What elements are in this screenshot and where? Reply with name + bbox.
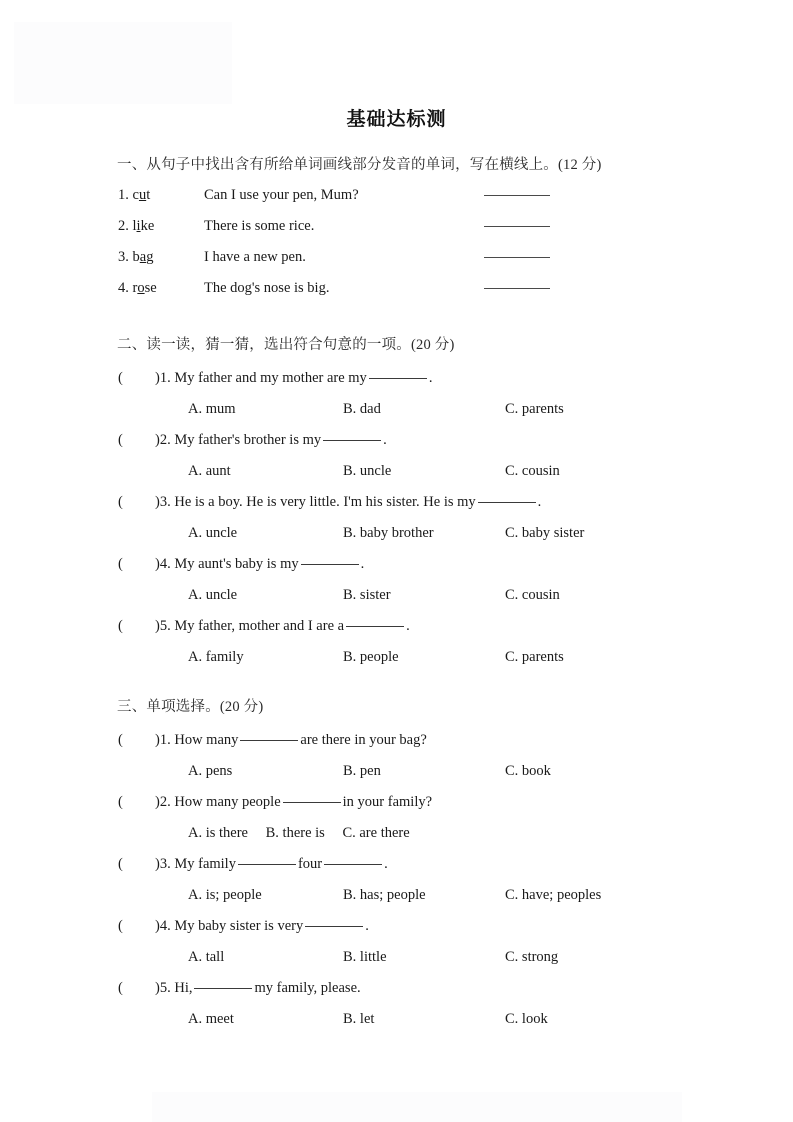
mc-number: )4. [155,918,171,934]
word-underlined-letter: i [136,218,141,234]
inline-blank[interactable] [305,926,363,927]
answer-bracket[interactable]: ( [118,856,123,872]
mc-number: )3. [155,494,171,510]
mc-text-after: my family, please. [254,980,361,996]
word-sentence: There is some rice. [204,218,315,234]
mc-text-mid: four [297,856,323,872]
mc-item [118,363,719,425]
mc-number: )2. [155,432,171,448]
answer-bracket[interactable]: ( [118,556,123,572]
mc-question [118,363,719,394]
answer-bracket[interactable]: ( [118,980,123,996]
mc-question [118,611,719,642]
inline-blank[interactable] [240,740,298,741]
option-a[interactable]: A. aunt [188,463,231,479]
section-three [118,695,719,1035]
mc-options [118,642,719,673]
mc-question [118,787,719,818]
section-one-heading: 一、从句子中找出含有所给单词画线部分发音的单词，写在横线上。(12 分) [117,157,602,173]
mc-question [118,911,719,942]
mc-item [118,849,719,911]
answer-blank[interactable] [484,226,550,227]
mc-question [118,425,719,456]
inline-blank[interactable] [323,440,381,441]
mc-number: )4. [155,556,171,572]
mc-options [118,756,719,787]
inline-blank-second[interactable] [324,864,382,865]
mc-options [118,942,719,973]
answer-bracket[interactable]: ( [118,918,123,934]
option-a[interactable]: A. mum [188,401,236,417]
mc-question [118,973,719,1004]
mc-text-before: How many people [174,794,281,810]
option-c[interactable]: C. baby sister [505,525,585,541]
mc-text-after: . [406,618,410,634]
word-term [118,280,204,297]
option-a[interactable]: A. uncle [188,587,238,603]
word-term [118,249,204,266]
word-index: 1. [118,187,129,203]
answer-bracket[interactable]: ( [118,494,123,510]
word-row [118,187,719,218]
section-two-questions [118,363,719,673]
word-sentence: The dog's nose is big. [204,280,330,296]
word-pre: r [132,280,138,296]
word-underlined-letter: a [139,249,147,265]
option-a[interactable]: A. is; people [188,887,262,903]
option-a[interactable]: A. tall [188,949,225,965]
word-pre: l [132,218,137,234]
mc-text-before: My baby sister is very [174,918,304,934]
word-pre: b [132,249,140,265]
option-c[interactable]: C. parents [505,649,564,665]
option-c[interactable]: C. book [505,763,551,779]
word-post: t [146,187,151,203]
mc-options [118,880,719,911]
mc-item [118,787,719,849]
option-b[interactable]: B. little [343,949,387,965]
option-b[interactable]: B. uncle [343,463,392,479]
word-row [118,249,719,280]
option-c[interactable]: C. cousin [505,587,560,603]
option-a[interactable]: A. uncle [188,525,238,541]
inline-blank[interactable] [301,564,359,565]
mc-number: )2. [155,794,171,810]
option-c[interactable]: C. look [505,1011,548,1027]
mc-options [118,1004,719,1035]
answer-bracket[interactable]: ( [118,432,123,448]
word-index: 2. [118,218,129,234]
option-a[interactable]: A. family [188,649,244,665]
option-b[interactable]: B. let [343,1011,375,1027]
word-index: 4. [118,280,129,296]
mc-text-after: . [537,494,542,510]
option-b[interactable]: B. there is [265,825,325,841]
mc-item [118,549,719,611]
section-three-questions [118,725,719,1035]
option-c[interactable]: C. cousin [505,463,560,479]
mc-number: )1. [155,370,171,386]
mc-item [118,911,719,973]
option-c[interactable]: C. strong [505,949,559,965]
word-row [118,280,719,311]
inline-blank[interactable] [238,864,296,865]
answer-blank[interactable] [484,288,550,289]
mc-text-before: My father's brother is my [174,432,322,448]
word-index: 3. [118,249,129,265]
answer-bracket[interactable]: ( [118,618,123,634]
watermark-bottom [152,1092,682,1122]
answer-bracket[interactable]: ( [118,794,123,810]
mc-text-before: My family [174,856,236,872]
inline-blank[interactable] [369,378,427,379]
page-title: 基础达标测 [346,109,447,130]
option-b[interactable]: B. has; people [343,887,426,903]
word-post: g [146,249,154,265]
mc-text-before: How many [174,732,239,748]
answer-bracket[interactable]: ( [118,732,123,748]
mc-item [118,725,719,787]
mc-text-before: Hi, [174,980,193,996]
option-b[interactable]: B. people [343,649,399,665]
option-a[interactable]: A. pens [188,763,233,779]
option-a[interactable]: A. meet [188,1011,234,1027]
section-three-heading: 三、单项选择。(20 分) [117,699,264,715]
mc-text-before: My father, mother and I are a [174,618,345,634]
mc-text-before: My father and my mother are my [174,370,367,386]
word-row [118,218,719,249]
answer-blank[interactable] [484,195,550,196]
word-underlined-letter: o [137,280,145,296]
inline-blank[interactable] [346,626,404,627]
mc-question [118,725,719,756]
mc-question [118,849,719,880]
mc-options [118,456,719,487]
inline-blank[interactable] [194,988,252,989]
mc-text-before: My aunt's baby is my [174,556,299,572]
mc-text-after: . [365,918,369,934]
mc-question [118,487,719,518]
word-sentence: Can I use your pen, Mum? [204,187,359,203]
mc-options [118,518,719,549]
mc-text-after: are there in your bag? [300,732,427,748]
option-b[interactable]: B. pen [343,763,381,779]
word-term [118,187,204,204]
mc-text-after: . [428,370,433,386]
word-pre: c [132,187,139,203]
word-post: se [144,280,157,296]
section-one [118,153,719,311]
mc-number: )5. [155,980,171,996]
inline-blank[interactable] [283,802,341,803]
section-two [118,333,719,673]
mc-text-before: He is a boy. He is very little. I'm his sister. He is my [174,494,476,510]
word-term [118,218,204,235]
section-two-heading: 二、读一读，猜一猜，选出符合句意的一项。(20 分) [117,337,455,353]
inline-blank[interactable] [478,502,536,503]
option-c[interactable]: C. have; peoples [505,887,602,903]
mc-number: )1. [155,732,171,748]
mc-options [118,818,719,849]
mc-text-after: . [360,556,365,572]
option-b[interactable]: B. sister [343,587,391,603]
mc-text-after: in your family? [342,794,433,810]
mc-item [118,973,719,1035]
mc-question [118,549,719,580]
option-c[interactable]: C. parents [505,401,564,417]
option-a[interactable]: A. is there [188,825,248,841]
mc-text-after: . [383,432,387,448]
word-post: ke [140,218,155,234]
option-c[interactable]: C. are there [342,825,410,841]
mc-number: )5. [155,618,171,634]
mc-options [118,580,719,611]
answer-blank[interactable] [484,257,550,258]
mc-text-after: . [384,856,388,872]
mc-number: )3. [155,856,171,872]
mc-options [118,394,719,425]
word-sentence: I have a new pen. [204,249,306,265]
word-match-list [118,187,719,311]
mc-item [118,611,719,673]
mc-item [118,487,719,549]
mc-item [118,425,719,487]
word-underlined-letter: u [138,187,147,203]
answer-bracket[interactable]: ( [118,370,123,386]
option-b[interactable]: B. baby brother [343,525,434,541]
option-b[interactable]: B. dad [343,401,381,417]
